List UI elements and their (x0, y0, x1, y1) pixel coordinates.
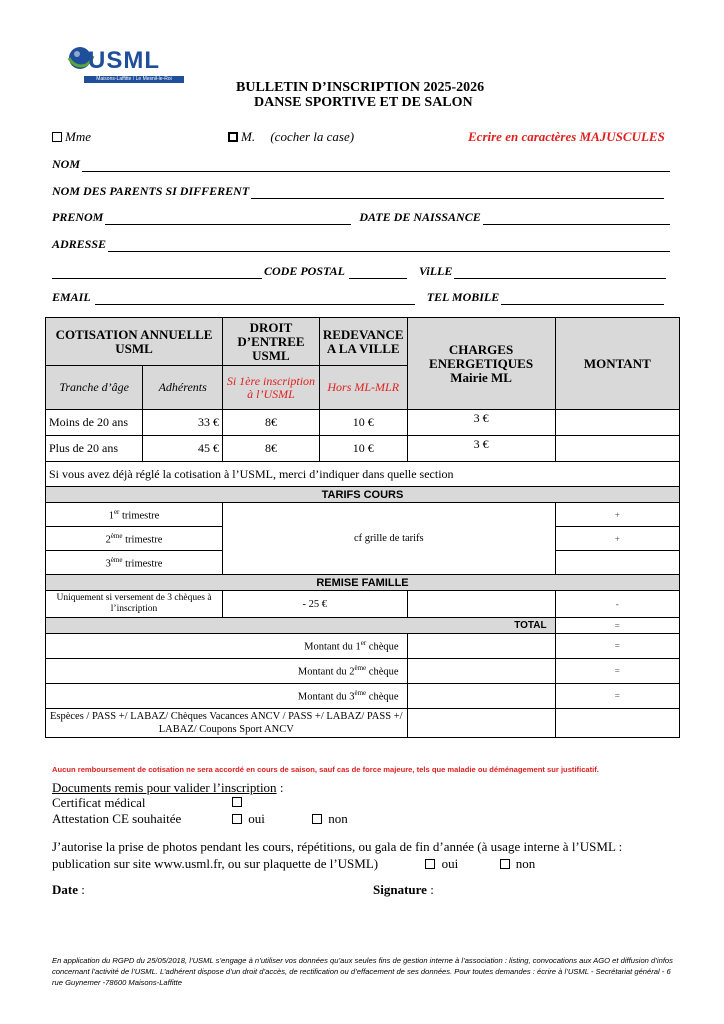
header-droit: DROIT D’ENTREE USML (223, 318, 320, 366)
code-postal-label: CODE POSTAL (264, 264, 346, 278)
row1-charges: 3 € (407, 410, 555, 436)
row1-droit: 8€ (223, 410, 320, 436)
cheque-row (46, 659, 680, 684)
remise-row (46, 591, 680, 618)
remise-blank (407, 591, 555, 618)
row2-redevance: 10 € (319, 436, 407, 462)
especes-label: Espèces / PASS +/ LABAZ/ Chèques Vacances ANCV / PASS +/ LABAZ/ PASS +/ LABAZ/ Coupons Sport ANCV (46, 709, 408, 738)
especes-input[interactable] (407, 709, 555, 738)
row1-adherents: 33 € (143, 410, 223, 436)
section-note-row (46, 462, 680, 487)
row1-montant-cell[interactable] (555, 410, 679, 436)
cheque3-label: Montant du 3ème chèque (46, 684, 408, 709)
trimestre-row (46, 503, 680, 527)
logo-text: USML (88, 47, 160, 74)
trim1-montant[interactable]: + (555, 503, 679, 527)
photos-non-checkbox[interactable] (500, 859, 510, 869)
nom-label: NOM (52, 157, 81, 171)
address2-input-line[interactable] (52, 268, 262, 279)
especes-row (46, 709, 680, 738)
attestation-non: non (312, 811, 348, 826)
remise-header-row (46, 575, 680, 591)
certificat-checkbox[interactable] (232, 797, 242, 807)
row2-age: Plus de 20 ans (46, 436, 143, 462)
gender-mme (52, 129, 91, 145)
email-input-line[interactable] (95, 294, 415, 305)
date-naissance-input-line[interactable] (483, 214, 670, 225)
photos-oui-checkbox[interactable] (425, 859, 435, 869)
header-montant: MONTANT (555, 318, 679, 410)
header-cotisation: COTISATION ANNUELLE USML (46, 318, 223, 366)
row1-age: Moins de 20 ans (46, 410, 143, 436)
parents-input-line[interactable] (251, 188, 664, 199)
cheque1-label: Montant du 1er chèque (46, 634, 408, 659)
certificat-row (52, 795, 145, 810)
ville-input-line[interactable] (454, 268, 666, 279)
especes-montant[interactable] (555, 709, 679, 738)
gender-hint: (cocher la case) (270, 129, 355, 144)
remise-text: Uniquement si versement de 3 chèques à l’inscription (46, 591, 223, 618)
parents-label: NOM DES PARENTS SI DIFFERENT (52, 184, 250, 198)
email-row (52, 290, 666, 305)
cheque2-input[interactable] (407, 659, 555, 684)
date-naissance-label: DATE DE NAISSANCE (359, 210, 481, 224)
prenom-input-line[interactable] (105, 214, 351, 225)
attestation-oui-checkbox[interactable] (232, 814, 242, 824)
prenom-label: PRENOM (52, 210, 104, 224)
table-row (46, 436, 680, 462)
cheque1-input[interactable] (407, 634, 555, 659)
prenom-row (52, 210, 672, 225)
cheque1-montant[interactable]: = (555, 634, 679, 659)
rgpd-notice: En application du RGPD du 25/05/2018, l’USML s’engage à n’utiliser vos données qu’aux seules fins de gestion interne à l’association : listing, convocations aux AGO et diffusion d’infos concernant l’activité de l’USML. L’adhérent dispose d’un droit d’accès, de rectification ou d’effacement de ses données. Pour toutes demandes : écrire à l’USML - Secrétariat général - 6 rue Guynemer -78600 Maisons-Laffitte (52, 956, 673, 987)
row2-montant-cell[interactable] (555, 436, 679, 462)
logo-subtitle: Maisons-Laffitte / Le Mesnil-le-Roi (84, 76, 184, 83)
attestation-non-checkbox[interactable] (312, 814, 322, 824)
photos-consent (52, 838, 682, 872)
date-field[interactable]: Date : (52, 882, 85, 897)
cheque2-label: Montant du 2ème chèque (46, 659, 408, 684)
total-label: TOTAL (46, 618, 556, 634)
header-charges: CHARGES ENERGETIQUES Mairie ML (407, 318, 555, 410)
sub-tranche: Tranche d’âge (46, 366, 143, 410)
photos-non: non (500, 856, 536, 871)
cheque3-input[interactable] (407, 684, 555, 709)
row1-redevance: 10 € (319, 410, 407, 436)
grille-tarifs: cf grille de tarifs (223, 503, 556, 575)
adresse-row (52, 237, 672, 252)
total-row (46, 618, 680, 634)
trim3-montant[interactable] (555, 551, 679, 575)
signature-field[interactable]: Signature : (373, 882, 434, 897)
refund-warning: Aucun remboursement de cotisation ne sera accordé en cours de saison, sauf cas de force majeure, tels que maladie ou déménagement sur justificatif. (52, 765, 599, 774)
nom-input-line[interactable] (82, 161, 670, 172)
tel-input-line[interactable] (501, 294, 664, 305)
m-checkbox[interactable] (228, 132, 238, 142)
sub-droit: Si 1ère inscription à l’USML (223, 366, 320, 410)
photos-text: J’autorise la prise de photos pendant les cours, répétitions, ou gala de fin d’année (à usage interne à l’USML : publication sur site www.usml.fr, ou sur plaquette de l’USML) (52, 839, 623, 871)
usml-logo (66, 44, 188, 88)
mme-label: Mme (65, 129, 91, 144)
ville-label: ViLLE (419, 264, 453, 278)
cheque2-montant[interactable]: = (555, 659, 679, 684)
sub-adherents: Adhérents (143, 366, 223, 410)
caps-note: Ecrire en caractères MAJUSCULES (468, 129, 665, 144)
parents-row (52, 184, 666, 199)
documents-title: Documents remis pour valider l’inscription : (52, 780, 284, 795)
tarifs-header-row (46, 487, 680, 503)
tel-label: TEL MOBILE (426, 290, 500, 304)
trim2-label: 2ème trimestre (46, 527, 223, 551)
adresse-label: ADRESSE (52, 237, 107, 251)
remise-montant[interactable]: - (555, 591, 679, 618)
trim3-label: 3ème trimestre (46, 551, 223, 575)
row2-droit: 8€ (223, 436, 320, 462)
certificat-label: Certificat médical (52, 795, 146, 810)
code-postal-input-line[interactable] (349, 268, 407, 279)
attestation-row (52, 811, 181, 826)
mme-checkbox[interactable] (52, 132, 62, 142)
adresse-input-line[interactable] (108, 241, 670, 252)
tarifs-header: TARIFS COURS (46, 487, 680, 503)
trim2-montant[interactable]: + (555, 527, 679, 551)
nom-row (52, 157, 672, 172)
m-label: M. (241, 129, 256, 144)
remise-value: - 25 € (223, 591, 407, 618)
total-montant[interactable]: = (555, 618, 679, 634)
attestation-oui: oui (232, 811, 265, 826)
email-label: EMAIL (52, 290, 91, 304)
section-note[interactable]: Si vous avez déjà réglé la cotisation à l’USML, merci d’indiquer dans quelle section (46, 462, 680, 487)
cheque-row (46, 634, 680, 659)
cheque3-montant[interactable]: = (555, 684, 679, 709)
cheque-row (46, 684, 680, 709)
sub-redevance: Hors ML-MLR (319, 366, 407, 410)
header-redevance: REDEVANCE A LA VILLE (319, 318, 407, 366)
trim1-label: 1er trimestre (46, 503, 223, 527)
table-row (46, 410, 680, 436)
attestation-label: Attestation CE souhaitée (52, 811, 182, 826)
remise-header: REMISE FAMILLE (46, 575, 680, 591)
gender-m (228, 129, 354, 145)
row2-charges: 3 € (407, 436, 555, 462)
form-subtitle: DANSE SPORTIVE ET DE SALON (254, 95, 473, 110)
table-header-row (46, 318, 680, 366)
photos-oui: oui (425, 856, 458, 871)
fees-table (45, 317, 680, 738)
form-title: BULLETIN D’INSCRIPTION 2025-2026 (236, 80, 485, 95)
row2-adherents: 45 € (143, 436, 223, 462)
address2-row (52, 264, 668, 279)
